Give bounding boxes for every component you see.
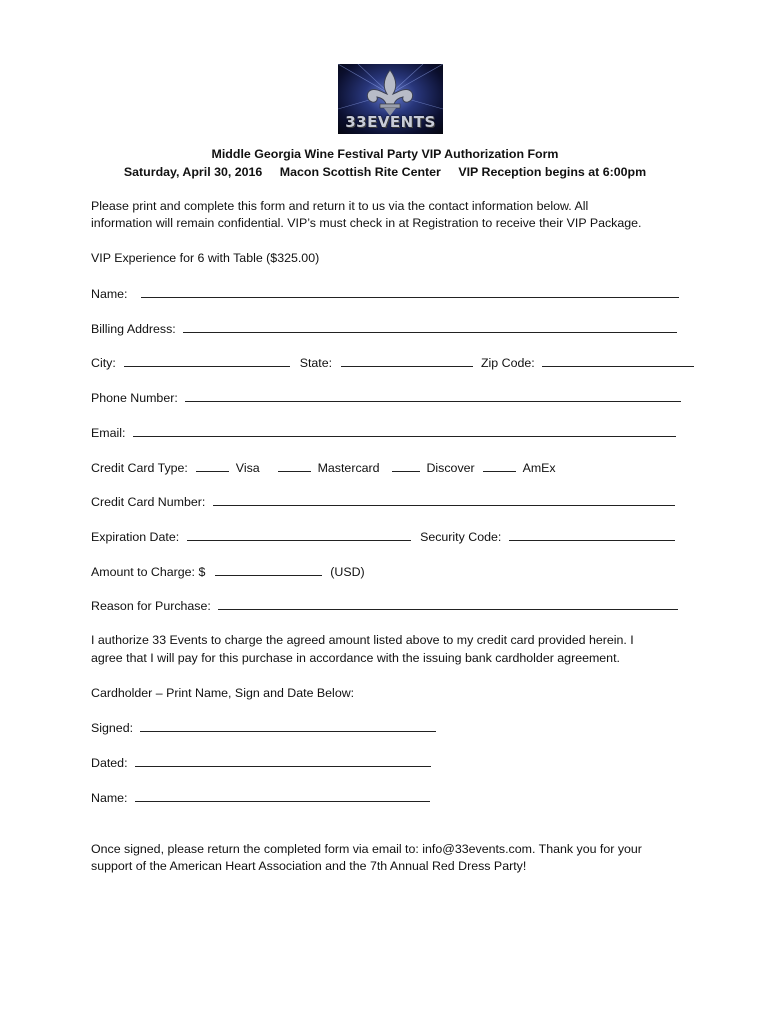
date-field[interactable] — [135, 755, 431, 767]
email-row — [91, 425, 676, 440]
expiration-field[interactable] — [187, 529, 411, 541]
discover-checkbox[interactable] — [392, 460, 420, 472]
card-number-field[interactable] — [213, 494, 675, 506]
billing-address-row — [91, 321, 677, 336]
cardholder-heading: Cardholder – Print Name, Sign and Date Below: — [91, 686, 355, 700]
card-number-label: Credit Card Number: — [91, 495, 206, 509]
expiration-security-row — [91, 529, 675, 544]
print-name-label: Name: — [91, 791, 128, 805]
reason-field[interactable] — [218, 598, 678, 610]
name-label: Name: — [91, 287, 128, 301]
visa-label: Visa — [235, 461, 260, 475]
currency-label: (USD) — [330, 565, 365, 579]
reason-row — [91, 598, 678, 613]
reason-label: Reason for Purchase: — [91, 599, 211, 613]
closing-line-2: support of the American Heart Association and the 7th Annual Red Dress Party! — [91, 859, 527, 873]
print-name-row — [91, 790, 430, 805]
zip-field[interactable] — [542, 355, 694, 367]
phone-field[interactable] — [185, 390, 681, 402]
intro-line-1: Please print and complete this form and return it to us via the contact information below. All — [91, 199, 589, 213]
security-code-label: Security Code: — [420, 530, 502, 544]
amex-label: AmEx — [522, 461, 556, 475]
dated-label: Dated: — [91, 756, 128, 770]
city-state-zip-row — [91, 355, 694, 370]
logo-text: 33EVENTS — [345, 113, 436, 131]
authorization-line-2: agree that I will pay for this purchase in accordance with the issuing bank cardholder agreement. — [91, 651, 620, 665]
form-title: Middle Georgia Wine Festival Party VIP Authorization Form — [211, 147, 559, 161]
phone-label: Phone Number: — [91, 391, 178, 405]
state-label: State: — [299, 356, 333, 370]
email-field[interactable] — [133, 425, 676, 437]
vip-package: VIP Experience for 6 with Table ($325.00) — [91, 251, 320, 265]
event-venue: Macon Scottish Rite Center — [279, 165, 441, 179]
amex-checkbox[interactable] — [483, 460, 516, 472]
security-code-field[interactable] — [509, 529, 675, 541]
signed-label: Signed: — [91, 721, 134, 735]
event-details — [0, 165, 770, 179]
dated-row — [91, 755, 431, 770]
signature-field[interactable] — [140, 720, 436, 732]
card-type-label: Credit Card Type: — [91, 461, 188, 475]
event-reception: VIP Reception begins at 6:00pm — [458, 165, 647, 179]
intro-line-2: information will remain confidential. VIP’s must check in at Registration to receive their VIP Package. — [91, 216, 642, 230]
discover-label: Discover — [426, 461, 475, 475]
amount-row — [91, 564, 365, 579]
event-date: Saturday, April 30, 2016 — [123, 165, 263, 179]
state-field[interactable] — [341, 355, 473, 367]
amount-field[interactable] — [215, 564, 322, 576]
phone-row — [91, 390, 681, 405]
closing-line-1: Once signed, please return the completed form via email to: info@33events.com. Thank you for your — [91, 842, 642, 856]
city-field[interactable] — [124, 355, 290, 367]
billing-address-field[interactable] — [183, 321, 677, 333]
card-number-row — [91, 494, 675, 509]
email-label: Email: — [91, 426, 126, 440]
billing-address-label: Billing Address: — [91, 322, 176, 336]
zip-label: Zip Code: — [480, 356, 535, 370]
amount-label: Amount to Charge: $ — [91, 565, 206, 579]
visa-checkbox[interactable] — [196, 460, 229, 472]
mastercard-label: Mastercard — [317, 461, 380, 475]
mastercard-checkbox[interactable] — [278, 460, 311, 472]
signed-row — [91, 720, 436, 735]
card-type-row — [91, 460, 556, 475]
name-field[interactable] — [141, 286, 679, 298]
city-label: City: — [91, 356, 116, 370]
print-name-field[interactable] — [135, 790, 430, 802]
authorization-line-1: I authorize 33 Events to charge the agreed amount listed above to my credit card provided herein. I — [91, 633, 634, 647]
company-logo — [338, 64, 443, 134]
name-row — [91, 286, 679, 301]
expiration-label: Expiration Date: — [91, 530, 180, 544]
